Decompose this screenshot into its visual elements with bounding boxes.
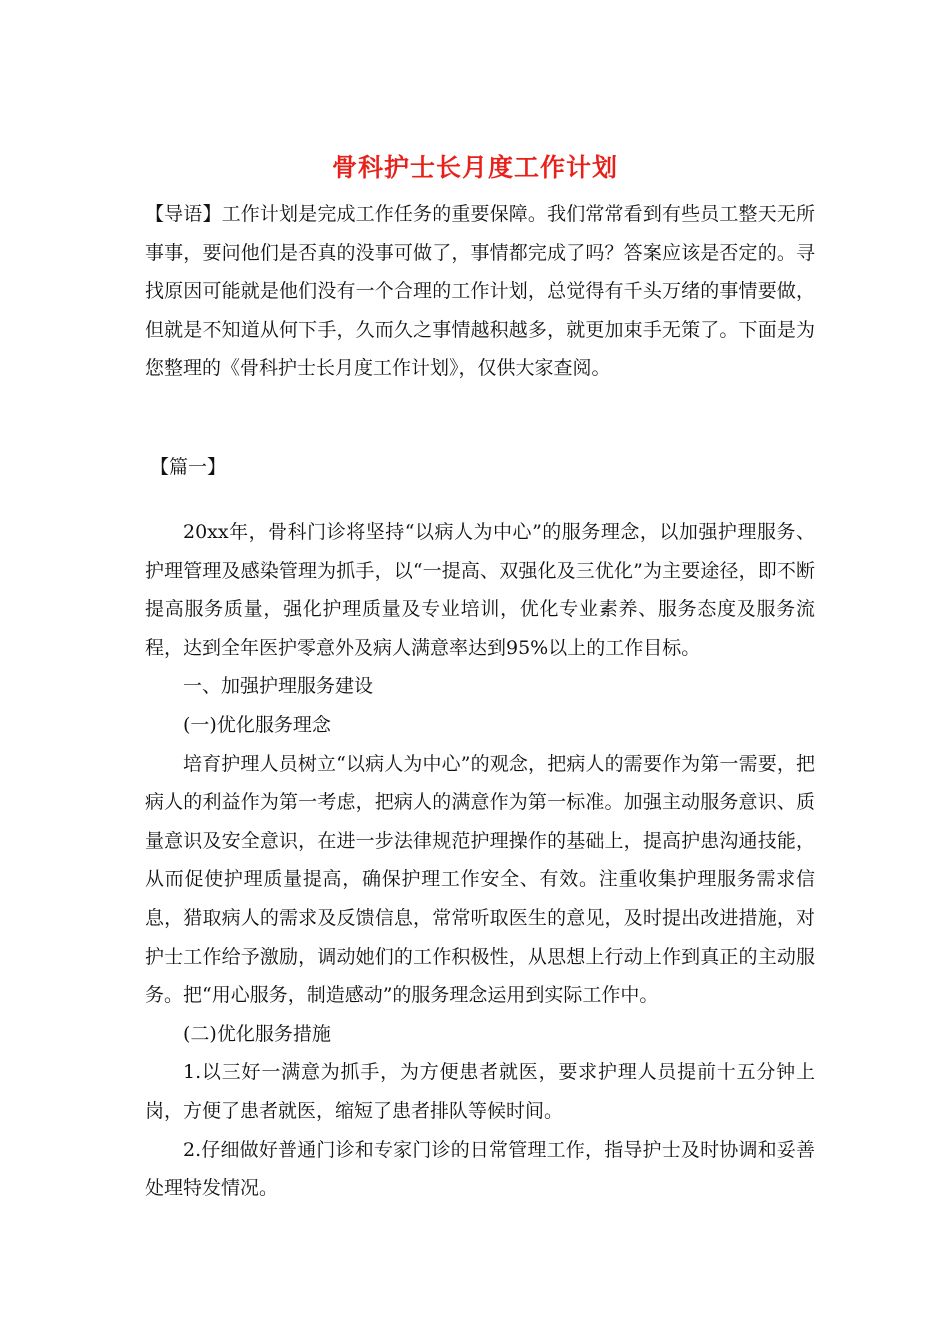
paragraph-measure-1: 1.以三好一满意为抓手，为方便患者就医，要求护理人员提前十五分钟上岗，方便了患者就医，缩短了患者排队等候时间。 — [145, 1061, 815, 1122]
body-section — [145, 513, 815, 1208]
paragraph-service-concept: 培育护理人员树立“以病人为中心”的观念，把病人的需要作为第一需要，把病人的利益作为第一考虑，把病人的满意作为第一标准。加强主动服务意识、质量意识及安全意识，在进一步法律规范护理操作的基础上，提高护患沟通技能，从而促使护理质量提高，确保护理工作安全、有效。注重收集护理服务需求信息，猎取病人的需求及反馈信息，常常听取医生的意见，及时提出改进措施，对护士工作给予激励，调动她们的工作积极性，从思想上行动上作到真正的主动服务。把“用心服务，制造感动”的服务理念运用到实际工作中。 — [145, 752, 815, 1007]
intro-paragraph: 【导语】工作计划是完成工作任务的重要保障。我们常常看到有些员工整天无所事事，要问他们是否真的没事可做了，事情都完成了吗？答案应该是否定的。寻找原因可能就是他们没有一个合理的工作计划，总觉得有千头万绪的事情要做，但就是不知道从何下手，久而久之事情越积越多，就更加束手无策了。下面是为您整理的《骨科护士长月度工作计划》，仅供大家查阅。 — [145, 203, 815, 380]
subheading-service-measures: (二)优化服务措施 — [183, 1022, 331, 1045]
document-title: 骨科护士长月度工作计划 — [331, 153, 618, 182]
section-label: 【篇一】 — [150, 456, 227, 478]
paragraph-measure-2: 2.仔细做好普通门诊和专家门诊的日常管理工作，指导护士及时协调和妥善处理特发情况。 — [145, 1138, 815, 1200]
paragraph-overview: 20xx年，骨科门诊将坚持“以病人为中心”的服务理念，以加强护理服务、护理管理及感染管理为抓手，以“一提高、双强化及三优化”为主要途径，即不断提高服务质量，强化护理质量及专业培训，优化专业素养、服务态度及服务流程，达到全年医护零意外及病人满意率达到95%以上的工作目标。 — [145, 521, 815, 659]
intro-section — [145, 195, 815, 388]
subheading-service-concept: (一)优化服务理念 — [183, 713, 331, 736]
heading-service-construction: 一、加强护理服务建设 — [183, 675, 374, 698]
